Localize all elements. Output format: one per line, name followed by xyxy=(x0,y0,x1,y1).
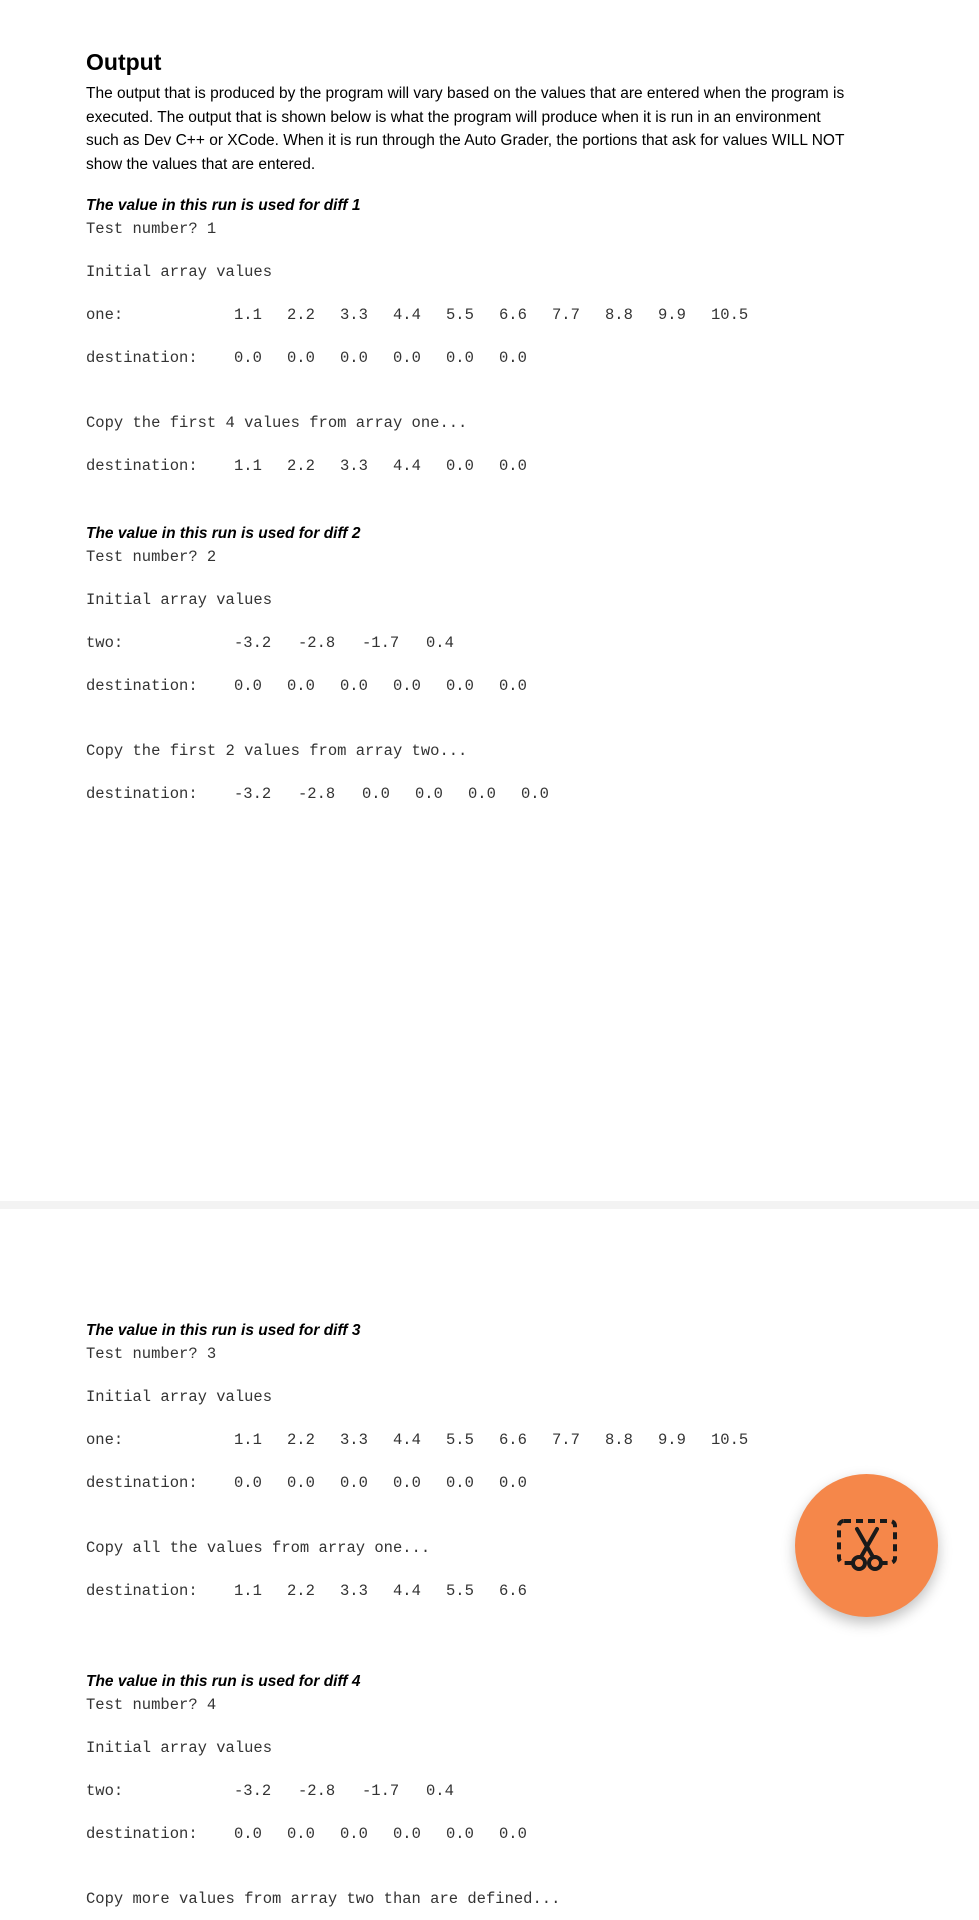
row-label: destination: xyxy=(86,785,198,803)
array-value: 0.0 xyxy=(340,349,368,367)
array-value: -3.2 xyxy=(234,634,272,652)
array-value: 0.0 xyxy=(446,1474,474,1492)
array-value: 4.4 xyxy=(393,1431,421,1449)
run-3-initial-label: Initial array values xyxy=(86,1388,273,1406)
array-value: -2.8 xyxy=(298,785,336,803)
array-value: -2.8 xyxy=(298,1782,336,1800)
array-value: 0.0 xyxy=(499,677,527,695)
row-label: two: xyxy=(86,634,124,652)
array-value: 3.3 xyxy=(340,306,368,324)
array-value: 0.0 xyxy=(362,785,390,803)
array-value: 7.7 xyxy=(552,306,580,324)
array-value: 0.0 xyxy=(234,349,262,367)
array-value: 9.9 xyxy=(658,1431,686,1449)
run-4-initial-label: Initial array values xyxy=(86,1739,273,1757)
array-value: 0.0 xyxy=(393,677,421,695)
array-value: 1.1 xyxy=(234,306,262,324)
run-2-initial-label: Initial array values xyxy=(86,591,273,609)
array-value: 0.0 xyxy=(468,785,496,803)
run-2-label: The value in this run is used for diff 2 xyxy=(86,525,361,542)
array-value: 0.0 xyxy=(521,785,549,803)
array-value: 7.7 xyxy=(552,1431,580,1449)
array-value: 4.4 xyxy=(393,1582,421,1600)
array-value: 3.3 xyxy=(340,457,368,475)
array-value: 0.0 xyxy=(499,1474,527,1492)
run-3-label: The value in this run is used for diff 3 xyxy=(86,1322,361,1339)
array-value: -3.2 xyxy=(234,785,272,803)
run-2-copy-line: Copy the first 2 values from array two... xyxy=(86,742,468,760)
array-value: 0.0 xyxy=(499,457,527,475)
array-value: 0.0 xyxy=(393,349,421,367)
screenshot-fab-button[interactable] xyxy=(795,1474,938,1617)
array-value: -1.7 xyxy=(362,1782,400,1800)
array-value: 0.0 xyxy=(340,1825,368,1843)
array-value: -1.7 xyxy=(362,634,400,652)
array-value: 0.0 xyxy=(234,1474,262,1492)
run-2-test-line: Test number? 2 xyxy=(86,548,217,566)
array-value: -2.8 xyxy=(298,634,336,652)
array-value: 1.1 xyxy=(234,1582,262,1600)
array-value: 0.0 xyxy=(287,349,315,367)
array-value: 2.2 xyxy=(287,1431,315,1449)
intro-line: show the values that are entered. xyxy=(86,155,316,173)
array-value: 1.1 xyxy=(234,457,262,475)
array-value: 9.9 xyxy=(658,306,686,324)
run-4-label: The value in this run is used for diff 4 xyxy=(86,1673,361,1690)
page-title: Output xyxy=(86,49,162,75)
row-label: one: xyxy=(86,1431,124,1449)
array-value: 6.6 xyxy=(499,1582,527,1600)
array-value: 0.0 xyxy=(287,677,315,695)
array-value: 10.5 xyxy=(711,1431,749,1449)
page-break xyxy=(0,1201,979,1209)
array-value: 0.0 xyxy=(446,677,474,695)
array-value: 1.1 xyxy=(234,1431,262,1449)
array-value: 4.4 xyxy=(393,457,421,475)
array-value: 4.4 xyxy=(393,306,421,324)
array-value: 0.0 xyxy=(340,677,368,695)
array-value: 0.0 xyxy=(499,349,527,367)
array-value: 0.4 xyxy=(426,634,454,652)
intro-paragraph xyxy=(86,82,906,176)
row-label: destination: xyxy=(86,1582,198,1600)
row-label: destination: xyxy=(86,1474,198,1492)
array-value: 6.6 xyxy=(499,306,527,324)
array-value: 6.6 xyxy=(499,1431,527,1449)
screenshot-scissors-icon xyxy=(835,1517,899,1575)
intro-line: The output that is produced by the program will vary based on the values that are entered when the program is xyxy=(86,85,845,102)
intro-line: executed. The output that is shown below is what the program will produce when it is run in an environment xyxy=(86,108,821,126)
run-3-test-line: Test number? 3 xyxy=(86,1345,217,1363)
row-label: destination: xyxy=(86,677,198,695)
array-value: 0.0 xyxy=(393,1474,421,1492)
row-label: one: xyxy=(86,306,124,324)
intro-line: such as Dev C++ or XCode. When it is run through the Auto Grader, the portions that ask for values WILL NOT xyxy=(86,132,845,149)
array-value: 3.3 xyxy=(340,1582,368,1600)
array-value: 5.5 xyxy=(446,306,474,324)
array-value: 2.2 xyxy=(287,306,315,324)
array-value: 0.0 xyxy=(499,1825,527,1843)
array-value: 0.4 xyxy=(426,1782,454,1800)
array-value: 0.0 xyxy=(446,349,474,367)
array-value: 3.3 xyxy=(340,1431,368,1449)
array-value: 0.0 xyxy=(234,677,262,695)
array-value: 2.2 xyxy=(287,457,315,475)
array-value: 8.8 xyxy=(605,306,633,324)
array-value: 0.0 xyxy=(287,1474,315,1492)
run-1-test-line: Test number? 1 xyxy=(86,220,217,238)
array-value: 8.8 xyxy=(605,1431,633,1449)
array-value: 0.0 xyxy=(446,457,474,475)
array-value: 2.2 xyxy=(287,1582,315,1600)
row-label: destination: xyxy=(86,1825,198,1843)
run-4-test-line: Test number? 4 xyxy=(86,1696,217,1714)
array-value: 0.0 xyxy=(393,1825,421,1843)
array-value: -3.2 xyxy=(234,1782,272,1800)
row-label: two: xyxy=(86,1782,124,1800)
row-label: destination: xyxy=(86,457,198,475)
array-value: 0.0 xyxy=(446,1825,474,1843)
array-value: 0.0 xyxy=(415,785,443,803)
run-1-copy-line: Copy the first 4 values from array one... xyxy=(86,414,468,432)
run-3-copy-line: Copy all the values from array one... xyxy=(86,1539,431,1557)
array-value: 5.5 xyxy=(446,1431,474,1449)
row-label: destination: xyxy=(86,349,198,367)
array-value: 0.0 xyxy=(340,1474,368,1492)
array-value: 5.5 xyxy=(446,1582,474,1600)
array-value: 10.5 xyxy=(711,306,749,324)
run-1-label: The value in this run is used for diff 1 xyxy=(86,197,361,214)
array-value: 0.0 xyxy=(234,1825,262,1843)
run-1-initial-label: Initial array values xyxy=(86,263,273,281)
run-4-copy-line: Copy more values from array two than are defined... xyxy=(86,1890,561,1908)
array-value: 0.0 xyxy=(287,1825,315,1843)
